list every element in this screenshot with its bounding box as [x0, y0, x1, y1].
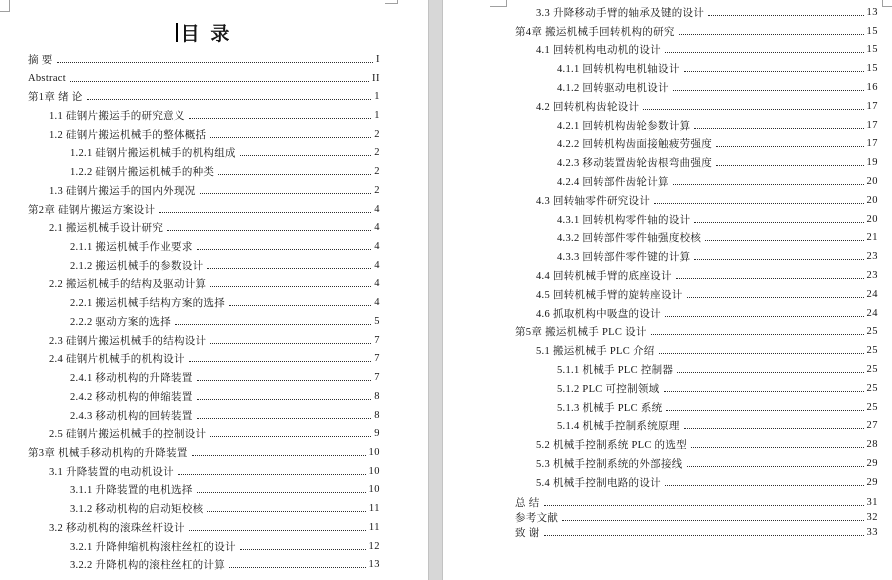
dot-leader [175, 324, 371, 325]
toc-entry-page-number: 25 [866, 326, 878, 338]
toc-entry-text: 3.3 升降移动手臂的轴承及键的设计 [536, 7, 705, 19]
toc-entry[interactable] [515, 304, 878, 323]
toc-entry-text: 3.2.2 升降机构的滚柱丝杠的计算 [70, 560, 226, 572]
toc-entry-text: 2.4.3 移动机构的回转装置 [70, 410, 193, 422]
dot-leader [666, 410, 863, 411]
toc-entry-text: 3.2 移动机构的滚珠丝杆设计 [49, 522, 185, 534]
toc-entry-page-number: 10 [368, 484, 380, 496]
toc-entry-page-number: 27 [866, 420, 878, 432]
toc-entry[interactable] [28, 69, 380, 88]
text-cursor [176, 23, 178, 42]
dot-leader [70, 81, 369, 82]
toc-entry-text: 2.2.2 驱动方案的选择 [70, 316, 172, 328]
toc-entry[interactable] [515, 473, 878, 492]
dot-leader [716, 146, 863, 147]
dot-leader [57, 62, 373, 63]
toc-entry-page-number: 2 [374, 128, 380, 140]
toc-entry-page-number: 33 [866, 527, 878, 539]
toc-entry-page-number: 20 [866, 194, 878, 206]
toc-entry[interactable] [28, 518, 380, 537]
toc-entry-text: 第3章 机械手移动机构的升降装置 [28, 447, 188, 459]
dot-leader [210, 286, 371, 287]
toc-entry-text: 4.5 回转机械手臂的旋转座设计 [536, 289, 683, 301]
toc-entry-page-number: 4 [374, 203, 380, 215]
toc-entry-text: 4.3 回转轴零件研究设计 [536, 195, 651, 207]
dot-leader [210, 137, 371, 138]
toc-entry-text: 4.2.4 回转部件齿轮计算 [557, 177, 669, 189]
dot-leader [643, 109, 863, 110]
dot-leader [684, 71, 864, 72]
dot-leader [178, 474, 366, 475]
toc-entry[interactable] [28, 350, 380, 369]
toc-entry[interactable] [515, 153, 878, 172]
dot-leader [694, 259, 863, 260]
toc-entry-page-number: 15 [866, 44, 878, 56]
dot-leader [197, 492, 366, 493]
toc-entry[interactable] [515, 398, 878, 417]
dot-leader [544, 505, 864, 506]
toc-entry-text: 2.1.1 搬运机械手作业要求 [70, 242, 193, 254]
dot-leader [167, 230, 371, 231]
toc-entry-page-number: 17 [866, 100, 878, 112]
toc-entry-text: 4.1.2 回转驱动电机设计 [557, 83, 669, 95]
toc-entry-page-number: 9 [374, 428, 380, 440]
toc-entry-text: 5.1 搬运机械手 PLC 介绍 [536, 346, 655, 358]
toc-entry[interactable] [28, 144, 380, 163]
dot-leader [562, 520, 863, 521]
dot-leader [716, 165, 863, 166]
margin-corner-mark [385, 3, 398, 4]
toc-entry-text: 4.4 回转机械手臂的底座设计 [536, 271, 672, 283]
toc-entry-text: 1.3 硅钢片搬运手的国内外现况 [49, 185, 196, 197]
toc-entry-page-number: 10 [368, 446, 380, 458]
toc-entry[interactable] [515, 341, 878, 360]
toc-entry-page-number: 13 [368, 559, 380, 571]
toc-entry[interactable] [28, 50, 380, 69]
toc-entry[interactable] [515, 417, 878, 436]
toc-entry-text: 4.2.2 回转机构齿面接触疲劳强度 [557, 139, 713, 151]
dot-leader [87, 99, 372, 100]
dot-leader [229, 567, 365, 568]
toc-entry-text: 4.1.1 回转机构电机轴设计 [557, 64, 680, 76]
toc-entry-page-number: 25 [866, 382, 878, 394]
toc-entry[interactable] [28, 181, 380, 200]
toc-entry-text: 2.4.2 移动机构的伸缩装置 [70, 391, 193, 403]
page-left [0, 0, 428, 580]
dot-leader [665, 52, 864, 53]
toc-entry-text: 2.3 硅钢片搬运机械手的结构设计 [49, 335, 207, 347]
toc-entry[interactable] [515, 172, 878, 191]
toc-entry[interactable] [28, 387, 380, 406]
toc-entry[interactable] [515, 379, 878, 398]
toc-entry-text: 总 结 [515, 497, 540, 509]
toc-entry[interactable] [28, 237, 380, 256]
toc-entry-text: 5.4 机械手控制电路的设计 [536, 477, 661, 489]
toc-entry-page-number: 16 [866, 82, 878, 94]
toc-entry-text: 5.1.3 机械手 PLC 系统 [557, 402, 663, 414]
dot-leader [210, 436, 371, 437]
toc-entry-text: 2.2.1 搬运机械手结构方案的选择 [70, 298, 226, 310]
toc-entry-text: 4.6 抓取机构中吸盘的设计 [536, 308, 661, 320]
toc-entry-page-number: 7 [374, 353, 380, 365]
toc-entry-page-number: 15 [866, 63, 878, 75]
dot-leader [240, 549, 366, 550]
toc-entry[interactable] [28, 256, 380, 275]
dot-leader [189, 118, 372, 119]
dot-leader [659, 353, 864, 354]
toc-entry-text: 3.1 升降装置的电动机设计 [49, 466, 174, 478]
toc-entry-page-number: II [372, 72, 380, 84]
toc-entry-page-number: 4 [374, 241, 380, 253]
toc-entry[interactable] [515, 210, 878, 229]
dot-leader [207, 268, 371, 269]
toc-entry-page-number: 12 [368, 540, 380, 552]
toc-entry-page-number: 29 [866, 476, 878, 488]
toc-entry[interactable] [28, 312, 380, 331]
toc-entry-text: 4.3.1 回转机构零件轴的设计 [557, 214, 691, 226]
dot-leader [229, 305, 371, 306]
dot-leader [665, 485, 864, 486]
toc-entry-page-number: 1 [374, 91, 380, 103]
toc-entry-page-number: 25 [866, 364, 878, 376]
dot-leader [200, 193, 372, 194]
toc-entry-text: 3.2.1 升降伸缩机构滚柱丝杠的设计 [70, 541, 236, 553]
dot-leader [708, 15, 863, 16]
toc-entry-text: 2.1.2 搬运机械手的参数设计 [70, 260, 204, 272]
toc-entry-page-number: 7 [374, 334, 380, 346]
toc-list-right [515, 3, 878, 540]
toc-entry-page-number: 7 [374, 372, 380, 384]
toc-entry[interactable] [28, 125, 380, 144]
toc-entry[interactable] [515, 510, 878, 525]
toc-entry-page-number: 29 [866, 458, 878, 470]
toc-entry[interactable] [28, 368, 380, 387]
toc-entry-text: 4.2.1 回转机构齿轮参数计算 [557, 120, 691, 132]
toc-entry[interactable] [515, 266, 878, 285]
toc-entry-text: 5.1.4 机械手控制系统原理 [557, 421, 680, 433]
toc-entry-page-number: 4 [374, 222, 380, 234]
toc-entry[interactable] [515, 3, 878, 22]
toc-entry[interactable] [28, 424, 380, 443]
toc-entry-page-number: 23 [866, 270, 878, 282]
toc-entry-page-number: 25 [866, 345, 878, 357]
dot-leader [654, 203, 863, 204]
toc-entry-text: 第5章 搬运机械手 PLC 设计 [515, 327, 647, 339]
dot-leader [189, 530, 366, 531]
toc-entry-text: 1.2.1 硅钢片搬运机械手的机构组成 [70, 148, 236, 160]
toc-entry-text: 1.2.2 硅钢片搬运机械手的种类 [70, 167, 215, 179]
toc-title: 目 录 [180, 24, 233, 45]
toc-entry[interactable] [515, 495, 878, 510]
dot-leader [207, 511, 365, 512]
toc-entry[interactable] [515, 525, 878, 540]
toc-entry-text: 第4章 搬运机械手回转机构的研究 [515, 26, 675, 38]
dot-leader [677, 372, 863, 373]
dot-leader [679, 34, 864, 35]
toc-entry[interactable] [28, 555, 380, 574]
toc-entry-text: 3.1.2 移动机构的启动矩校核 [70, 504, 204, 516]
dot-leader [694, 128, 863, 129]
toc-entry-page-number: 23 [866, 251, 878, 263]
dot-leader [694, 222, 863, 223]
toc-entry-page-number: 13 [866, 6, 878, 18]
toc-entry-text: 致 谢 [515, 528, 540, 540]
toc-entry[interactable] [515, 135, 878, 154]
toc-entry[interactable] [515, 41, 878, 60]
margin-corner-mark [0, 11, 10, 12]
toc-entry-page-number: 11 [368, 503, 380, 515]
toc-entry[interactable] [515, 285, 878, 304]
toc-entry-text: 4.3.2 回转部件零件轴强度校核 [557, 233, 702, 245]
toc-entry[interactable] [515, 59, 878, 78]
dot-leader [664, 391, 864, 392]
toc-entry[interactable] [515, 435, 878, 454]
dot-leader [705, 240, 863, 241]
toc-entry[interactable] [515, 323, 878, 342]
toc-entry-page-number: 25 [866, 401, 878, 413]
toc-entry[interactable] [28, 293, 380, 312]
toc-entry-page-number: 32 [866, 512, 878, 523]
toc-entry-text: 第1章 绪 论 [28, 92, 83, 104]
dot-leader [240, 155, 371, 156]
toc-entry[interactable] [28, 218, 380, 237]
toc-entry-text: 摘 要 [28, 54, 53, 66]
dot-leader [651, 334, 864, 335]
toc-entry-page-number: 19 [866, 157, 878, 169]
toc-entry[interactable] [28, 462, 380, 481]
toc-entry[interactable] [28, 331, 380, 350]
toc-entry-page-number: 4 [374, 297, 380, 309]
dot-leader [687, 297, 864, 298]
dot-leader [218, 174, 371, 175]
margin-corner-mark [490, 6, 507, 7]
toc-entry-text: 2.4 硅钢片机械手的机构设计 [49, 354, 185, 366]
toc-entry-text: 4.3.3 回转部件零件键的计算 [557, 252, 691, 264]
toc-entry[interactable] [515, 229, 878, 248]
dot-leader [673, 184, 864, 185]
dot-leader [197, 399, 372, 400]
toc-entry-text: 1.1 硅钢片搬运手的研究意义 [49, 111, 185, 123]
toc-entry[interactable] [28, 537, 380, 556]
margin-corner-mark [882, 6, 892, 7]
toc-entry-text: 4.2 回转机构齿轮设计 [536, 101, 640, 113]
toc-entry-page-number: 4 [374, 259, 380, 271]
toc-entry-page-number: 20 [866, 213, 878, 225]
toc-entry-text: 2.5 硅钢片搬运机械手的控制设计 [49, 429, 207, 441]
dot-leader [197, 418, 372, 419]
toc-entry-page-number: 10 [368, 465, 380, 477]
dot-leader [210, 343, 371, 344]
toc-entry-text: 4.1 回转机构电动机的设计 [536, 45, 661, 57]
toc-entry[interactable] [28, 499, 380, 518]
page-gap [428, 0, 443, 580]
dot-leader [684, 428, 864, 429]
toc-entry[interactable] [515, 247, 878, 266]
toc-entry-page-number: 31 [866, 496, 878, 508]
toc-entry-text: 参考文献 [515, 513, 559, 524]
dot-leader [673, 90, 864, 91]
toc-entry-text: 5.3 机械手控制系统的外部接线 [536, 459, 683, 471]
toc-entry-page-number: I [376, 53, 380, 65]
dot-leader [189, 361, 372, 362]
toc-entry-page-number: 2 [374, 184, 380, 196]
toc-entry-page-number: 11 [368, 521, 380, 533]
toc-entry[interactable] [28, 162, 380, 181]
toc-entry-text: 5.1.2 PLC 可控制领域 [557, 383, 660, 395]
dot-leader [665, 316, 864, 317]
dot-leader [691, 447, 864, 448]
toc-entry[interactable] [515, 360, 878, 379]
toc-entry[interactable] [515, 22, 878, 41]
dot-leader [159, 212, 371, 213]
toc-entry-text: 2.4.1 移动机构的升降装置 [70, 373, 193, 385]
toc-entry[interactable] [28, 275, 380, 294]
toc-entry-page-number: 17 [866, 119, 878, 131]
toc-list-left [28, 50, 380, 574]
toc-entry-text: 2.2 搬运机械手的结构及驱动计算 [49, 279, 207, 291]
toc-entry-page-number: 20 [866, 176, 878, 188]
dot-leader [197, 249, 372, 250]
toc-entry[interactable] [28, 87, 380, 106]
toc-entry-text: 3.1.1 升降装置的电机选择 [70, 485, 193, 497]
toc-title-row [28, 19, 380, 46]
toc-entry-page-number: 24 [866, 307, 878, 319]
toc-entry-text: 第2章 硅钢片搬运方案设计 [28, 204, 156, 216]
toc-entry[interactable] [28, 481, 380, 500]
toc-entry[interactable] [515, 116, 878, 135]
toc-entry-page-number: 4 [374, 278, 380, 290]
toc-entry[interactable] [515, 191, 878, 210]
dot-leader [544, 535, 864, 536]
toc-entry[interactable] [28, 106, 380, 125]
toc-entry-text: 1.2 硅钢片搬运机械手的整体概括 [49, 129, 207, 141]
toc-entry-text: 4.2.3 移动装置齿轮齿根弯曲强度 [557, 158, 713, 170]
toc-entry-text: 2.1 搬运机械手设计研究 [49, 223, 164, 235]
toc-entry-page-number: 8 [374, 409, 380, 421]
toc-entry-text: Abstract [28, 72, 66, 84]
toc-entry[interactable] [28, 406, 380, 425]
toc-entry[interactable] [515, 78, 878, 97]
toc-entry[interactable] [515, 454, 878, 473]
toc-entry[interactable] [28, 443, 380, 462]
toc-entry-page-number: 17 [866, 138, 878, 150]
toc-entry-page-number: 28 [866, 439, 878, 451]
toc-entry[interactable] [515, 97, 878, 116]
toc-entry-text: 5.1.1 机械手 PLC 控制器 [557, 365, 674, 377]
toc-entry-page-number: 2 [374, 166, 380, 178]
toc-entry-page-number: 21 [866, 232, 878, 244]
dot-leader [676, 278, 864, 279]
dot-leader [192, 455, 366, 456]
dot-leader [687, 466, 864, 467]
toc-entry-page-number: 2 [374, 147, 380, 159]
toc-entry-text: 5.2 机械手控制系统 PLC 的选型 [536, 440, 687, 452]
toc-entry-page-number: 8 [374, 390, 380, 402]
toc-entry-page-number: 1 [374, 110, 380, 122]
toc-entry-page-number: 24 [866, 288, 878, 300]
toc-entry[interactable] [28, 200, 380, 219]
toc-entry-page-number: 5 [374, 315, 380, 327]
toc-entry-page-number: 15 [866, 25, 878, 37]
dot-leader [197, 380, 372, 381]
